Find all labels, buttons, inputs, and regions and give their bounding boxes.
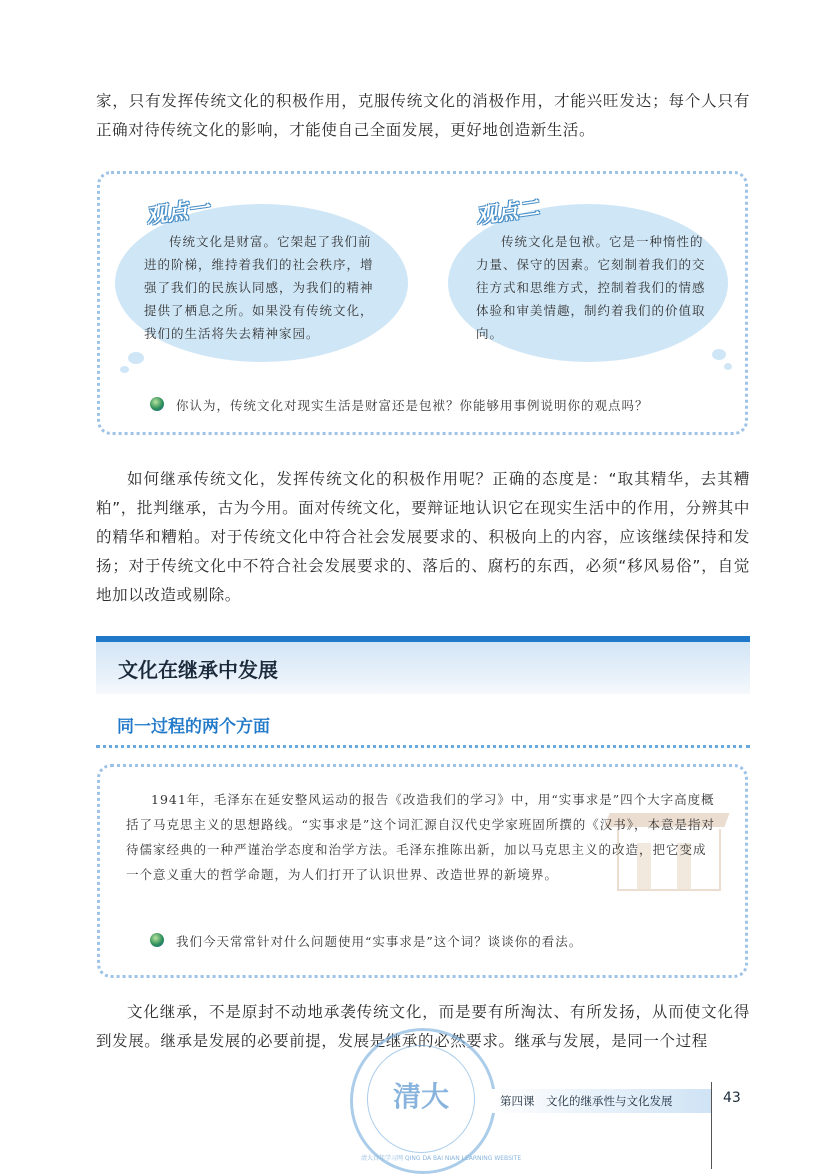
globe-icon: [150, 397, 164, 411]
viewpoints-box: [97, 171, 748, 435]
viewpoints-question: 你认为，传统文化对现实生活是财富还是包袱？你能够用事例说明你的观点吗？: [176, 398, 649, 413]
subsection-divider: [96, 745, 750, 748]
intro-paragraph: 家，只有发挥传统文化的积极作用，克服传统文化的消极作用，才能兴旺发达；每个人只有正确对待传统文化的影响，才能使自己全面发展，更好地创造新生活。: [96, 92, 750, 139]
globe-icon: [150, 933, 164, 947]
watermark-text: 清大百年学习网 QING DA BAI NIAN LEARNING WEBSITE: [361, 1155, 522, 1162]
viewpoint-one-text: 传统文化是财富。它架起了我们前进的阶梯，维持着我们的社会秩序，增强了我们的民族认同感，为我们的精神提供了栖息之所。如果没有传统文化，我们的生活将失去精神家园。: [144, 234, 374, 341]
main-paragraph: 如何继承传统文化，发挥传统文化的积极作用呢？正确的态度是：“取其精华，去其糟粕”，批判继承，古为今用。面对传统文化，要辩证地认识它在现实生活中的作用，分辨其中的精华和糟粕。对于传统文化中符合社会发展要求的、积极向上的内容，应该继续保持和发扬；对于传统文化中不符合社会发展要求的、落后的、腐朽的东西，必须“移风易俗”，自觉地加以改造或剔除。: [96, 470, 750, 604]
story-box: [97, 764, 748, 978]
watermark-seal: [350, 1028, 522, 1174]
section-title: 文化在继承中发展: [118, 658, 278, 682]
viewpoint-one-label: 观点一: [144, 195, 211, 229]
viewpoint-two-label: 观点二: [474, 195, 541, 229]
viewpoint-two-text: 传统文化是包袱。它是一种惰性的力量、保守的因素。它刻制着我们的交往方式和思维方式，控制着我们的情感体验和审美情趣，制约着我们的价值取向。: [476, 234, 706, 341]
watermark-char: 清大: [393, 1080, 450, 1113]
page-number: 43: [723, 1090, 741, 1106]
section-header: [96, 636, 750, 694]
story-question: 我们今天常常针对什么问题使用“实事求是”这个词？谈谈你的看法。: [176, 934, 583, 949]
footer-chapter: 第四课 文化的继承性与文化发展: [500, 1094, 673, 1108]
footer-divider: [711, 1082, 712, 1169]
story-text: 1941年，毛泽东在延安整风运动的报告《改造我们的学习》中，用“实事求是”四个大字高度概括了马克思主义的思想路线。“实事求是”这个词汇源自汉代史学家班固所撰的《汉书》，本意是指对待儒家经典的一种严谨治学态度和治学方法。毛泽东推陈出新，加以马克思主义的改造，把它变成一个意义重大的哲学命题，为人们打开了认识世界、改造世界的新境界。: [126, 792, 716, 882]
closing-paragraph: 文化继承，不是原封不动地承袭传统文化，而是要有所淘汰、有所发扬，从而使文化得到发展。继承是发展的必要前提，发展是继承的必然要求。继承与发展，是同一个过程: [96, 1003, 750, 1050]
subsection-title: 同一过程的两个方面: [117, 717, 270, 737]
